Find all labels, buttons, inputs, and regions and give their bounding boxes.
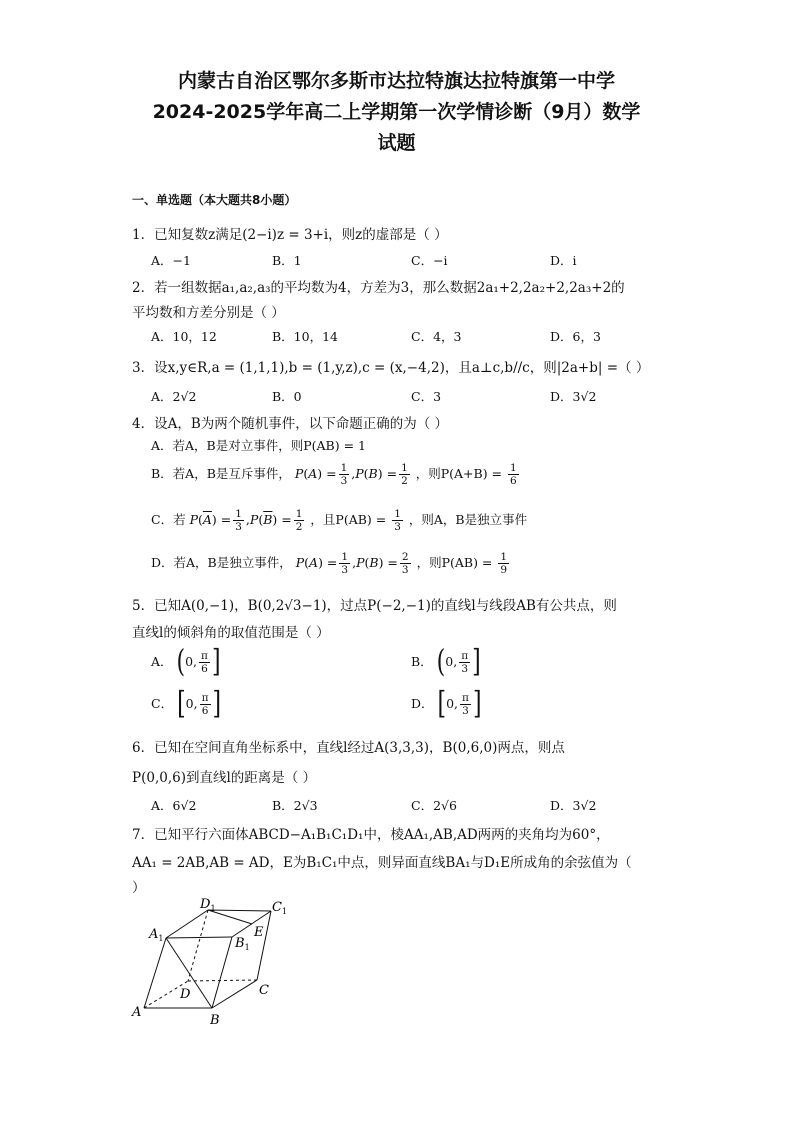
- q6-stem-line-1: 6．已知在空间直角坐标系中，直线l经过A(3,3,3)，B(0,6,0)两点，则点: [132, 740, 565, 756]
- q5-option-d-label: D．: [411, 696, 434, 711]
- vertex-label-b1-sub: 1: [244, 943, 250, 952]
- q4-option-b: [151, 462, 521, 487]
- q1-option-d: D．i: [550, 253, 577, 268]
- vertex-label-d1-letter: D: [200, 897, 211, 912]
- q3-option-c: C．3: [411, 389, 442, 404]
- q4-option-c-suffix: ，则A，B是独立事件: [408, 512, 528, 527]
- q4-option-b-prefix: B．若A，B是互斥事件，: [151, 466, 291, 481]
- q1-stem: 1．已知复数z满足(2−i)z = 3+i，则z的虚部是（ ）: [132, 227, 448, 243]
- q5-option-b: [411, 645, 481, 680]
- q4-option-d-prefix: D．若A，B是独立事件，: [151, 555, 292, 570]
- q7-stem-line-1: 7．已知平行六面体ABCD−A₁B₁C₁D₁中，棱AA₁,AB,AD两两的夹角均为60°，: [132, 827, 610, 843]
- q1-option-b: B．1: [272, 253, 302, 268]
- q4-option-c-prefix: C．若: [151, 512, 186, 527]
- q4-option-b-result: $\frac{1}{6}$: [510, 462, 517, 487]
- q5-option-b-label: B．: [411, 654, 433, 669]
- q6-option-d: D．3√2: [550, 798, 597, 813]
- q7-stem-line-3: ）: [132, 880, 146, 896]
- q2-option-d: D．6，3: [550, 329, 601, 344]
- q3-stem: 3．设x,y∈R,a = (1,1,1),b = (1,y,z),c = (x,−4,2)，且a⊥c,b//c，则|2a+b| =（ ）: [132, 360, 650, 376]
- vertex-label-c1: [272, 900, 287, 916]
- q6-option-b: B．2√3: [272, 798, 318, 813]
- q4-option-c: [151, 508, 527, 533]
- q3-option-a: A．2√2: [151, 389, 197, 404]
- q5-option-c-interval: [0, $\frac{\pi}{6}$ ]: [177, 687, 222, 722]
- vertex-label-a1: [148, 927, 163, 943]
- q2-option-c: C．4，3: [411, 329, 462, 344]
- doc-title-line-1: 内蒙古自治区鄂尔多斯市达拉特旗达拉特旗第一中学: [177, 70, 615, 92]
- q1-option-a: A．−1: [151, 253, 191, 268]
- q1-option-c: C．−i: [411, 253, 448, 268]
- vertex-label-b: B: [210, 1013, 220, 1028]
- q4-option-b-suffix: ，则P(A+B) =: [415, 466, 503, 481]
- q4-option-d-math: P(A) = $\frac{1}{3}$ ,P(B) = $\frac{2}{3}$: [295, 551, 409, 576]
- q4-option-c-value: $\frac{1}{3}$: [394, 508, 401, 533]
- vertex-label-c1-sub: 1: [281, 907, 288, 916]
- vertex-label-b1: [234, 936, 250, 952]
- point-label-e: E: [254, 925, 264, 940]
- parallelepiped-figure: [128, 895, 298, 1030]
- q5-option-d: [411, 687, 482, 722]
- section-heading: 一、单选题（本大题共8小题）: [132, 193, 297, 207]
- vertex-label-a1-sub: 1: [158, 934, 164, 943]
- q4-option-c-middle: ，且P(AB) =: [310, 512, 387, 527]
- vertex-label-d1-sub: 1: [210, 904, 216, 913]
- q7-stem-line-2: AA₁ = 2AB,AB = AD，E为B₁C₁中点，则异面直线BA₁与D₁E所成角的余弦值为（: [132, 855, 632, 871]
- q4-option-c-math: $P(\overline{A})$ = $\frac{1}{3}$ $,P(\overline{B})$ = $\frac{1}{2}$: [189, 508, 303, 533]
- vertex-label-b1-letter: B: [235, 936, 245, 951]
- q2-option-a: A．10，12: [151, 329, 217, 344]
- q4-option-d-result: $\frac{1}{9}$: [500, 551, 508, 576]
- q6-option-c: C．2√6: [411, 798, 457, 813]
- q6-stem-line-2: P(0,0,6)到直线l的距离是（ ）: [132, 770, 317, 786]
- q5-option-a-interval: (0, $\frac{\pi}{6}$ ]: [176, 645, 221, 680]
- q5-option-b-interval: (0, $\frac{\pi}{3}$ ]: [436, 645, 481, 680]
- q4-option-b-math: P(A) = $\frac{1}{3}$ ,P(B) = $\frac{1}{2}$: [294, 462, 408, 487]
- q4-option-d-suffix: ，则P(AB) =: [416, 555, 493, 570]
- vertex-label-d: D: [180, 987, 191, 1002]
- doc-title-line-3: 试题: [377, 132, 416, 154]
- vertex-label-a: A: [132, 1005, 142, 1020]
- q5-option-c: [151, 687, 222, 722]
- vertex-label-d1: [199, 897, 216, 913]
- vertex-label-a1-letter: A: [149, 927, 159, 942]
- q4-option-a: A．若A，B是对立事件，则P(AB) = 1: [151, 438, 366, 453]
- q5-option-c-label: C．: [151, 696, 174, 711]
- q2-option-b: B．10，14: [272, 329, 338, 344]
- vertex-label-c: C: [259, 983, 269, 998]
- q2-stem-line-1: 2．若一组数据a₁,a₂,a₃的平均数为4，方差为3，那么数据2a₁+2,2a₂+2,2a₃+2的: [132, 280, 625, 296]
- vertex-label-c1-letter: C: [272, 900, 282, 915]
- q4-stem: 4．设A，B为两个随机事件，以下命题正确的为（ ）: [132, 416, 449, 432]
- q4-option-d: [151, 551, 511, 576]
- q5-option-a: [151, 645, 221, 680]
- q5-stem-line-2: 直线l的倾斜角的取值范围是（ ）: [132, 625, 330, 641]
- q5-stem-line-1: 5．已知A(0,−1)，B(0,2√3−1)，过点P(−2,−1)的直线l与线段AB有公共点，则: [132, 598, 617, 614]
- q2-stem-line-2: 平均数和方差分别是（ ）: [132, 305, 285, 321]
- q3-option-d: D．3√2: [550, 389, 597, 404]
- q6-option-a: A．6√2: [151, 798, 197, 813]
- q5-option-d-interval: [0, $\frac{\pi}{3}$ ]: [437, 687, 482, 722]
- q3-option-b: B．0: [272, 389, 302, 404]
- q5-option-a-label: A．: [151, 654, 173, 669]
- doc-title-line-2: 2024-2025学年高二上学期第一次学情诊断（9月）数学: [152, 101, 641, 123]
